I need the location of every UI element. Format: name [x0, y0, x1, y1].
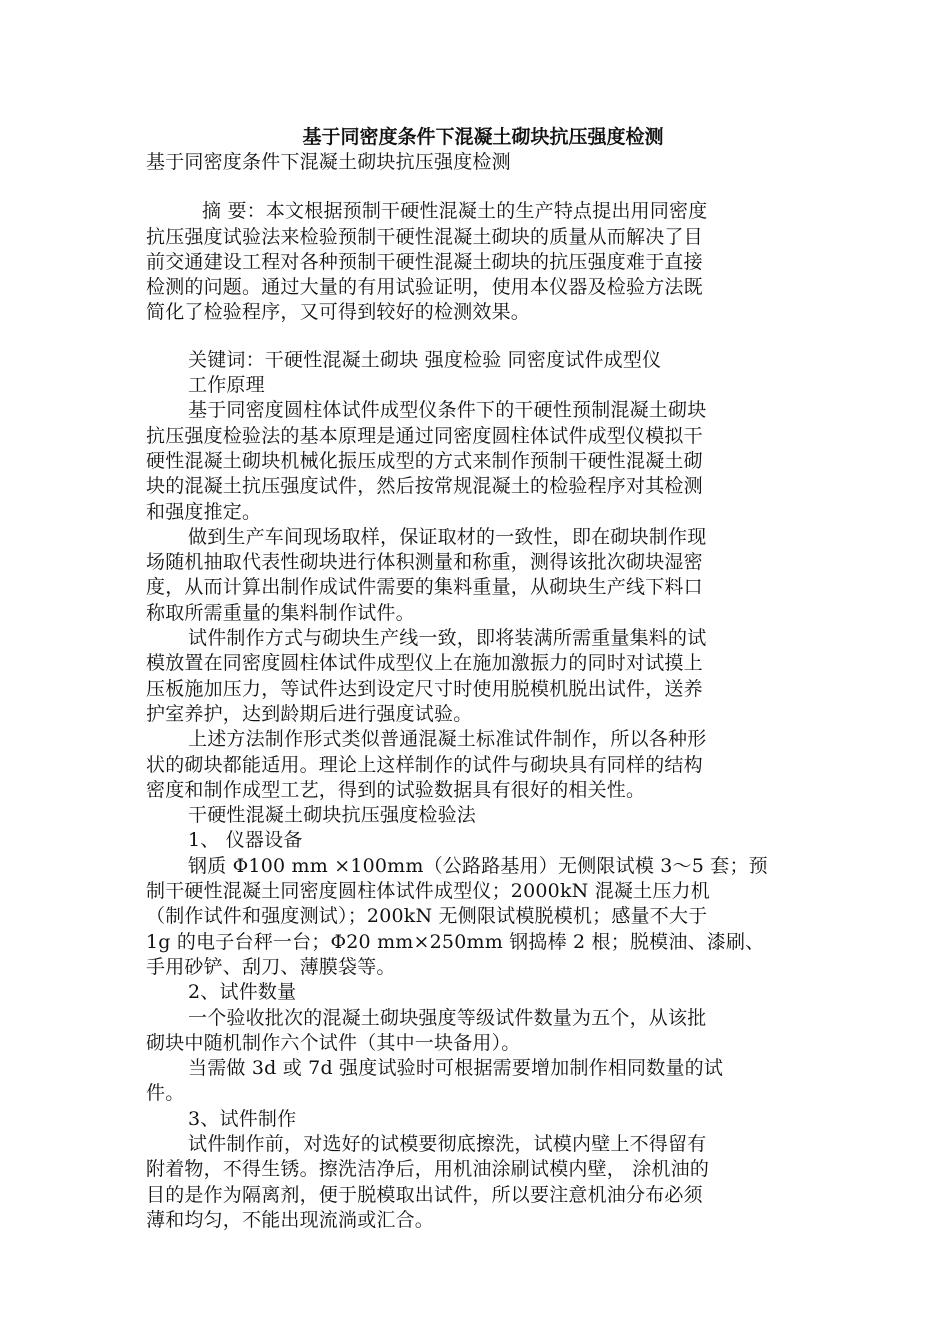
paragraph-line: 做到生产车间现场取样，保证取材的一致性，即在砌块制作现	[188, 525, 707, 548]
document-body	[146, 124, 806, 1233]
abstract-line: 摘 要：本文根据预制干硬性混凝土的生产特点提出用同密度	[202, 200, 708, 223]
paragraph-line: 密度和制作成型工艺，得到的试验数据具有很好的相关性。	[146, 778, 646, 801]
paragraph-line: 砌块中随机制作六个试件（其中一块备用）。	[146, 1031, 521, 1054]
paragraph-line: 试件制作方式与砌块生产线一致，即将装满所需重量集料的试	[188, 627, 707, 650]
spacer	[146, 326, 806, 348]
paragraph-equipment	[146, 854, 806, 980]
paragraph-line: 称取所需重量的集料制作试件。	[146, 601, 415, 624]
paragraph-principle	[146, 398, 806, 524]
paragraph-line: 硬性混凝土砌块机械化振压成型的方式来制作预制干硬性混凝土砌	[146, 449, 703, 472]
paragraph-line: 试件制作前，对选好的试模要彻底擦洗，试模内壁上不得留有	[188, 1132, 707, 1155]
paragraph-line: 1g 的电子台秤一台；Φ20 mm×250mm 钢捣棒 2 根；脱模油、漆刷、	[146, 930, 765, 953]
abstract	[146, 199, 806, 325]
section-heading-quantity: 2、试件数量	[188, 981, 297, 1004]
paragraph-production	[146, 626, 806, 727]
abstract-line: 抗压强度试验法来检验预制干硬性混凝土砌块的质量从而解决了目	[146, 225, 703, 248]
document-title: 基于同密度条件下混凝土砌块抗压强度检测	[302, 126, 664, 148]
abstract-line: 检测的问题。通过大量的有用试验证明，使用本仪器及检验方法既	[146, 276, 703, 299]
paragraph-line: 薄和均匀，不能出现流淌或汇合。	[146, 1208, 435, 1231]
paragraph-line: 附着物，不得生锈。擦洗洁净后，用机油涂刷试模内壁， 涂机油的	[146, 1158, 710, 1181]
section-heading-making: 3、试件制作	[188, 1107, 297, 1130]
paragraph-line: 目的是作为隔离剂，便于脱模取出试件，所以要注意机油分布必须	[146, 1183, 703, 1206]
paragraph-line: 块的混凝土抗压强度试件，然后按常规混凝土的检验程序对其检测	[146, 475, 703, 498]
abstract-line: 前交通建设工程对各种预制干硬性混凝土砌块的抗压强度难于直接	[146, 250, 703, 273]
paragraph-line: 模放置在同密度圆柱体试件成型仪上在施加激振力的同时对试摸上	[146, 652, 703, 675]
paragraph-sampling	[146, 525, 806, 626]
paragraph-line: 状的砌块都能适用。理论上这样制作的试件与砌块具有同样的结构	[146, 753, 703, 776]
paragraph-line: 一个验收批次的混凝土砌块强度等级试件数量为五个，从该批	[188, 1006, 707, 1029]
abstract-line: 简化了检验程序，又可得到较好的检测效果。	[146, 301, 531, 324]
paragraph-line: 抗压强度检验法的基本原理是通过同密度圆柱体试件成型仪模拟干	[146, 424, 703, 447]
document-subtitle: 基于同密度条件下混凝土砌块抗压强度检测	[146, 151, 511, 173]
paragraph-line: 度，从而计算出制作成试件需要的集料重量，从砌块生产线下料口	[146, 576, 703, 599]
paragraph-line: 当需做 3d 或 7d 强度试验时可根据需要增加制作相同数量的试	[188, 1057, 724, 1080]
paragraph-line: 护室养护，达到龄期后进行强度试验。	[146, 702, 473, 725]
section-heading-method: 干硬性混凝土砌块抗压强度检验法	[188, 804, 477, 827]
paragraph-line: 基于同密度圆柱体试件成型仪条件下的干硬性预制混凝土砌块	[188, 399, 707, 422]
paragraph-line: 件。	[146, 1082, 185, 1105]
paragraph-applicability	[146, 727, 806, 803]
spacer	[146, 175, 806, 199]
paragraph-line: 钢质 Φ100 mm ×100mm（公路路基用）无侧限试模 3～5 套；预	[188, 854, 768, 877]
keywords: 关键词：干硬性混凝土砌块 强度检验 同密度试件成型仪	[188, 348, 662, 371]
paragraph-line: 手用砂铲、刮刀、薄膜袋等。	[146, 955, 396, 978]
paragraph-making	[146, 1132, 806, 1233]
paragraph-line: 压板施加压力，等试件达到设定尺寸时使用脱模机脱出试件，送养	[146, 677, 703, 700]
paragraph-line: 上述方法制作形式类似普通混凝土标准试件制作，所以各种形	[188, 728, 707, 751]
paragraph-line: 和强度推定。	[146, 500, 262, 523]
paragraph-quantity	[146, 1006, 806, 1057]
paragraph-line: 制干硬性混凝土同密度圆柱体试件成型仪；2000kN 混凝土压力机	[146, 880, 710, 903]
section-heading-equipment: 1、 仪器设备	[188, 829, 303, 852]
paragraph-line: 场随机抽取代表性砌块进行体积测量和称重，测得该批次砌块湿密	[146, 551, 703, 574]
paragraph-additional-tests	[146, 1056, 806, 1107]
paragraph-line: （制作试件和强度测试）；200kN 无侧限试模脱模机；感量不大于	[146, 905, 708, 928]
section-heading-principle: 工作原理	[188, 374, 265, 397]
